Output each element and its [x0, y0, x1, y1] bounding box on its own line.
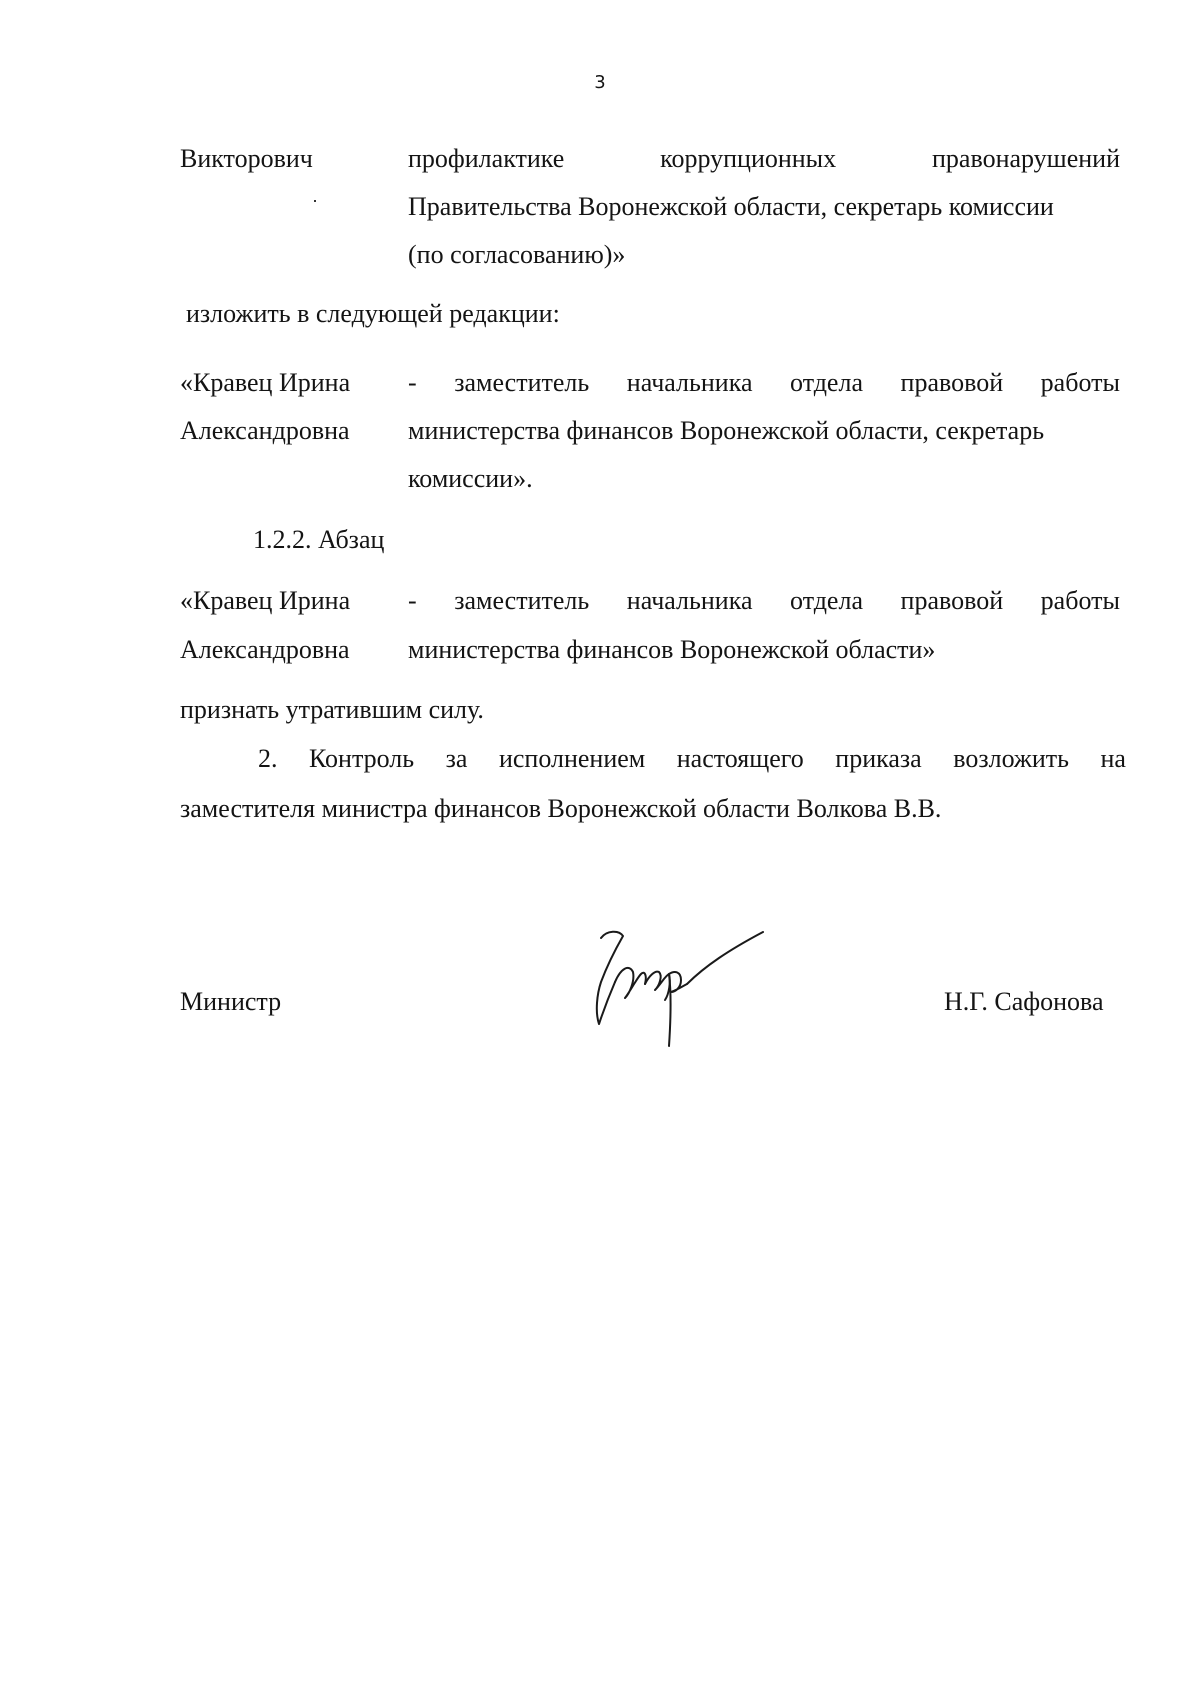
word: 2. [258, 744, 278, 773]
member-name-line2: Александровна [180, 416, 350, 445]
member-name-line2: Александровна [180, 635, 350, 664]
word: - [408, 368, 417, 397]
word: настоящего [676, 744, 804, 773]
handwritten-signature-icon [585, 920, 775, 1050]
word: исполнением [498, 744, 646, 773]
paragraph-1-2-2: 1.2.2. Абзац [253, 525, 385, 554]
redaction-intro: изложить в следующей редакции: [186, 299, 560, 328]
member-description-line2: министерства финансов Воронежской области, секретарь [408, 416, 1045, 445]
control-paragraph-line2: заместителя министра финансов Воронежской области Волкова В.В. [180, 794, 942, 823]
word: начальника [626, 586, 753, 615]
member-description-line1 [408, 143, 1120, 175]
word: начальника [626, 368, 753, 397]
word: заместитель [454, 586, 590, 615]
member-description-line2: министерства финансов Воронежской области» [408, 635, 936, 664]
word: приказа [835, 744, 922, 773]
word: профилактике [408, 144, 565, 173]
word: правонарушений [932, 144, 1120, 173]
member-name-line1: «Кравец Ирина [180, 368, 351, 397]
member-description-line1 [408, 367, 1120, 399]
scan-speck [314, 200, 316, 202]
word: возложить [953, 744, 1070, 773]
word: заместитель [454, 368, 590, 397]
word: отдела [790, 586, 863, 615]
word: - [408, 586, 417, 615]
word: правовой [900, 586, 1004, 615]
signatory-name: Н.Г. Сафонова [944, 987, 1104, 1016]
member-name-line1: «Кравец Ирина [180, 586, 351, 615]
member-description-line1 [408, 585, 1120, 617]
member-description-line3: комиссии». [408, 464, 533, 493]
word: на [1100, 744, 1126, 773]
word: отдела [790, 368, 863, 397]
control-paragraph-line1 [258, 743, 1126, 775]
invalidate-text: признать утратившим силу. [180, 695, 484, 724]
member-description-line3: (по согласованию)» [408, 240, 626, 269]
word: коррупционных [660, 144, 837, 173]
word: правовой [900, 368, 1004, 397]
member-description-line2: Правительства Воронежской области, секретарь комиссии [408, 192, 1054, 221]
page-number: 3 [594, 72, 606, 93]
word: за [445, 744, 468, 773]
member-name-tail: Викторович [180, 144, 313, 173]
word: работы [1040, 368, 1120, 397]
word: Контроль [309, 744, 415, 773]
word: работы [1040, 586, 1120, 615]
signatory-title: Министр [180, 987, 282, 1016]
